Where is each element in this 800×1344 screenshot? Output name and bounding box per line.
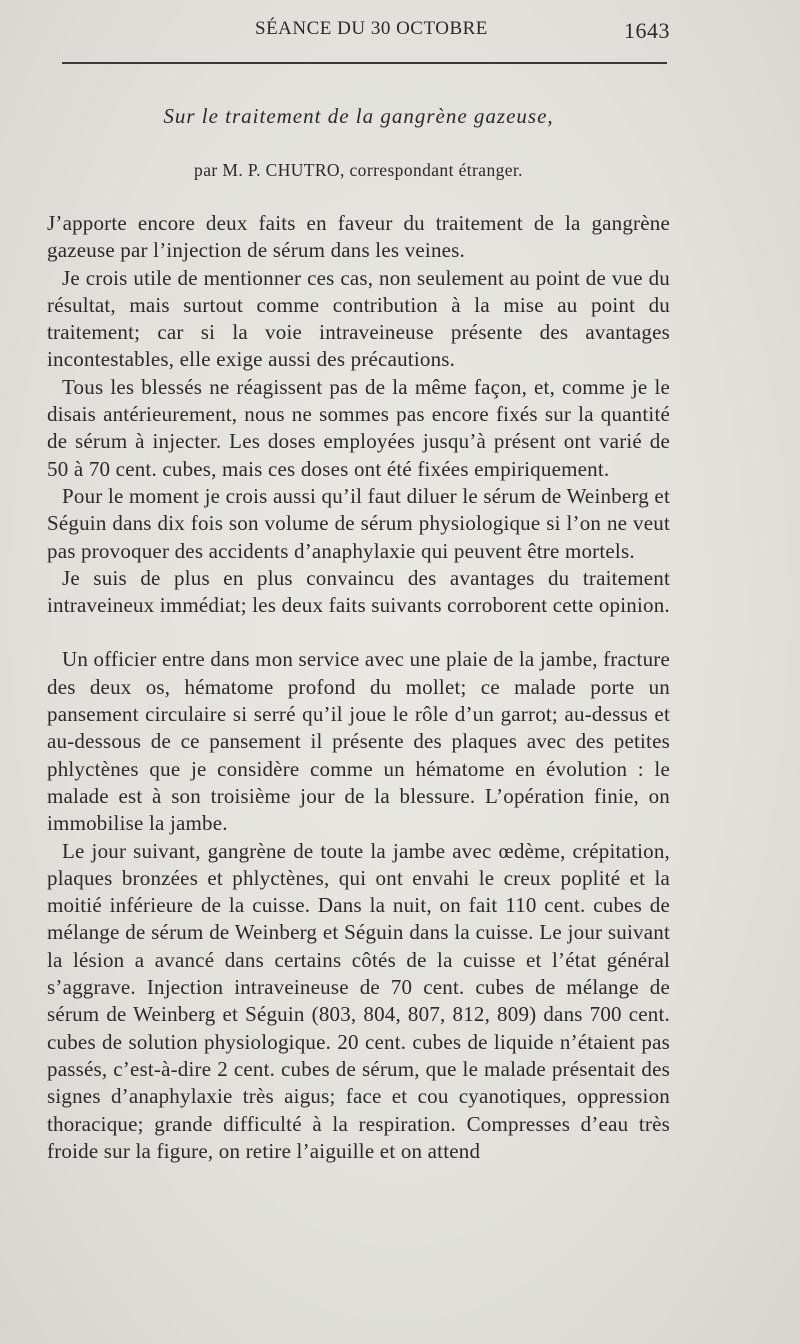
page-number: 1643 [624, 18, 670, 43]
paragraph-7: Le jour suivant, gangrène de toute la jambe avec œdème, crépitation, plaques bronzées et phlyctènes, qui ont envahi le creux poplité et la moitié inférieure de la cuisse. Dans la nuit, on fait 110 cent. cubes de mélange de sérum de Weinberg et Séguin dans la cuisse. Le jour suivant la lésion a avancé dans certains côtés de la cuisse et l’état général s’aggrave. Injection intraveineuse de 70 cent. cubes de mélange de sérum de Weinberg et Séguin (803, 804, 807, 812, 809) dans 700 cent. cubes de solution physiologique. 20 cent. cubes de liquide n’étaient pas passés, c’est-à-dire 2 cent. cubes de sérum, que le malade présentait des signes d’anaphylaxie très aigus; face et cou cyanotiques, oppression thoracique; grande difficulté à la respiration. Compresses d’eau très froide sur la figure, on retire l’aiguille et on attend [47, 838, 670, 1163]
body-text [47, 210, 670, 1165]
paragraph-3: Tous les blessés ne réagissent pas de la même façon, et, comme je le disais antérieurement, nous ne sommes pas encore fixés sur la quantité de sérum à injecter. Les doses employées jusqu’à présent ont varié de 50 à 70 cent. cubes, mais ces doses ont été fixées empiriquement. [47, 374, 670, 481]
paragraph-4: Pour le moment je crois aussi qu’il faut diluer le sérum de Weinberg et Séguin dans dix fois son volume de sérum physiologique si l’on ne veut pas provoquer des accidents d’anaphylaxie qui peuvent être mortels. [47, 483, 670, 563]
running-head [47, 18, 670, 46]
paragraph-5: Je suis de plus en plus convaincu des avantages du traitement intraveineux immédiat; les deux faits suivants corroborent cette opinion. [47, 565, 670, 618]
page [47, 0, 670, 1344]
article-title: Sur le traitement de la gangrène gazeuse, [163, 104, 554, 128]
byline: par M. P. CHUTRO, correspondant étranger. [194, 160, 523, 180]
paragraph-1: J’apporte encore deux faits en faveur du traitement de la gangrène gazeuse par l’injection de sérum dans les veines. [47, 211, 670, 263]
paragraph-6: Un officier entre dans mon service avec une plaie de la jambe, fracture des deux os, hématome profond du mollet; ce malade porte un pansement circulaire si serré qu’il joue le rôle d’un garrot; au-dessus et au-dessous de ce pansement il présente des plaques avec des petites phlyctènes que je considère comme un hématome en évolution : le malade est à son troisième jour de la blessure. L’opération finie, on immobilise la jambe. [47, 647, 670, 836]
header-rule [62, 62, 667, 64]
paragraph-2: Je crois utile de mentionner ces cas, non seulement au point de vue du résultat, mais surtout comme contribution à la mise au point du traitement; car si la voie intraveineuse présente des avantages incontestables, elle exige aussi des précautions. [47, 265, 670, 372]
running-title: SÉANCE DU 30 OCTOBRE [255, 18, 488, 39]
